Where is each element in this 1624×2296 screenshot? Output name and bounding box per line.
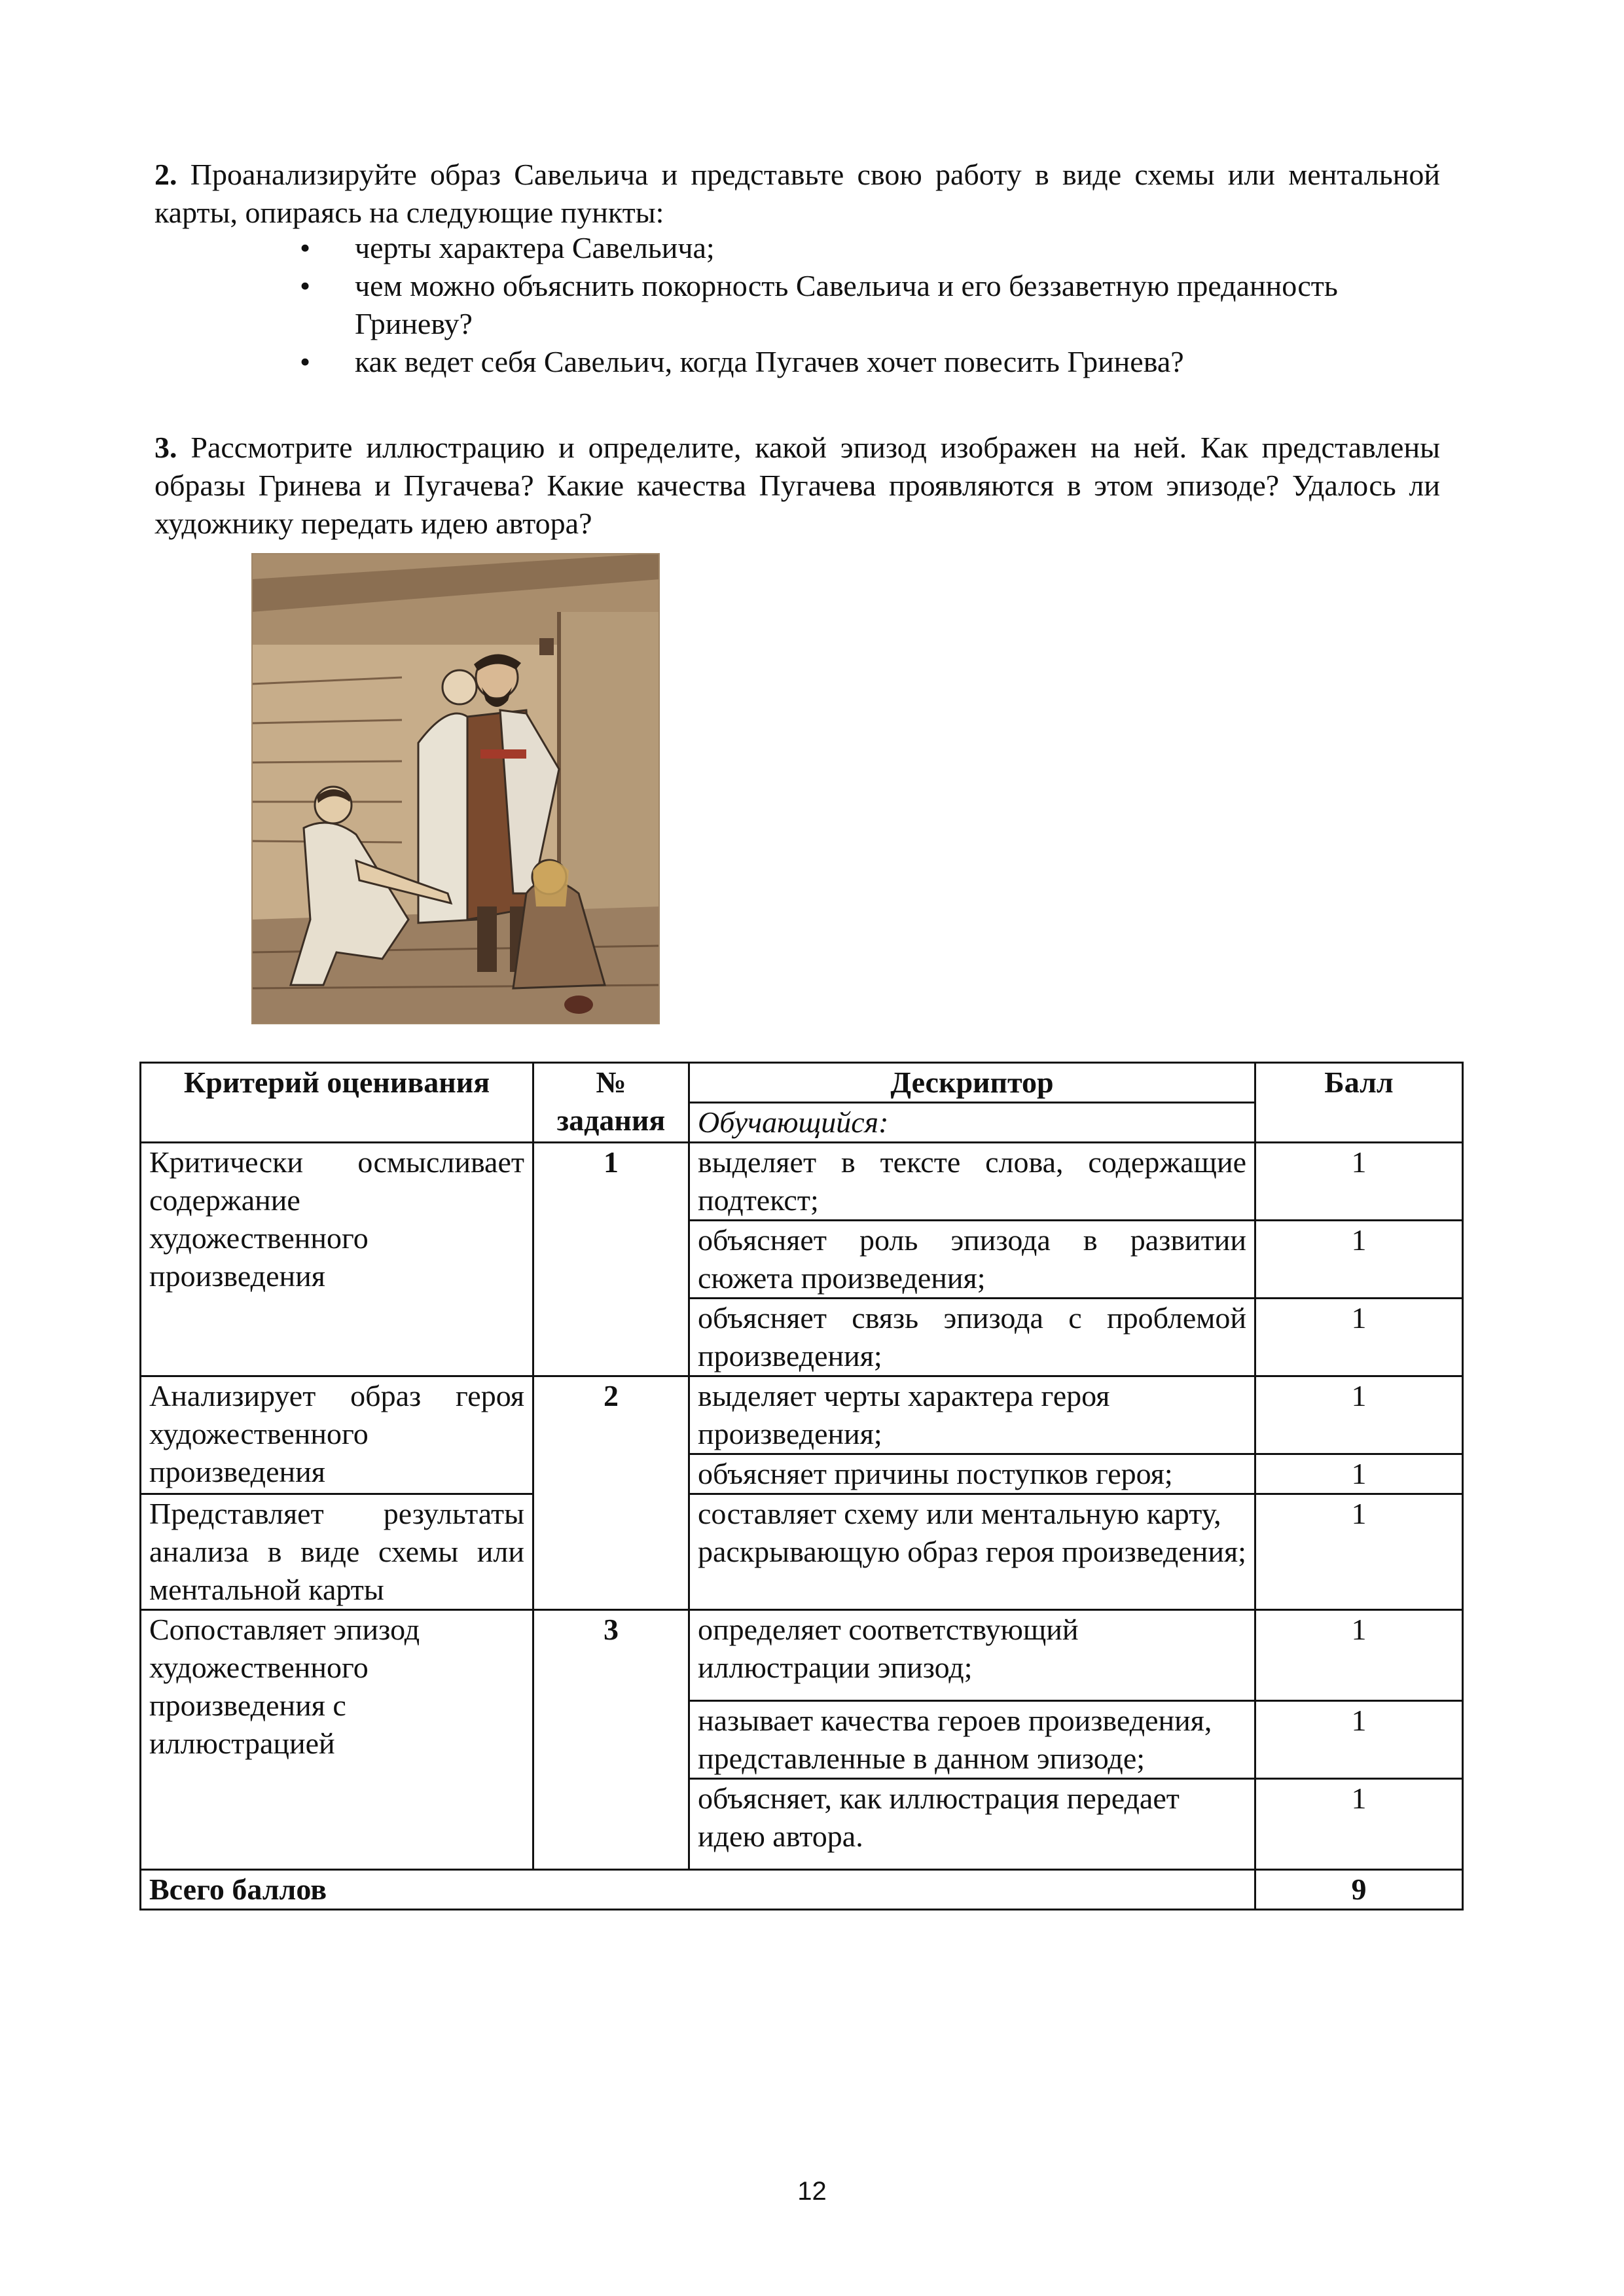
task-number-cell: 3 [533, 1610, 689, 1870]
score-cell: 1 [1255, 1701, 1463, 1779]
header-descriptor: Дескриптор [689, 1063, 1255, 1103]
descriptor-cell: объясняет роль эпизода в развитии сюжета произведения; [689, 1221, 1255, 1299]
descriptor-cell: объясняет, как иллюстрация передает идею автора. [689, 1779, 1255, 1870]
table-header-row [141, 1063, 1463, 1103]
total-label: Всего баллов [141, 1870, 1255, 1910]
score-cell: 1 [1255, 1779, 1463, 1870]
criterion-cell: Анализирует образ героя художественного произведения [141, 1376, 533, 1494]
total-value: 9 [1255, 1870, 1463, 1910]
task-number-cell: 1 [533, 1143, 689, 1376]
table-row [141, 1610, 1463, 1701]
total-row [141, 1870, 1463, 1910]
episode-illustration [251, 553, 660, 1024]
score-cell: 1 [1255, 1610, 1463, 1701]
descriptor-cell: называет качества героев произведения, представленные в данном эпизоде; [689, 1701, 1255, 1779]
descriptor-cell: составляет схему или ментальную карту, раскрывающую образ героя произведения; [689, 1494, 1255, 1610]
task3-text: Рассмотрите иллюстрацию и определите, какой эпизод изображен на ней. Как представлены образы Гринева и Пугачева? Какие качества Пугачева проявляются в этом эпизоде? Удалось ли художнику передать идею автора? [154, 431, 1440, 540]
assessment-criteria-table [139, 1062, 1464, 1910]
task2-bullet-2: • чем можно объяснить покорность Савельича и его беззаветную преданность Гриневу? [300, 267, 1440, 343]
score-cell: 1 [1255, 1221, 1463, 1299]
table-row [141, 1376, 1463, 1454]
task2-number: 2. [154, 158, 177, 191]
descriptor-cell: объясняет причины поступков героя; [689, 1454, 1255, 1494]
task2-paragraph [154, 156, 1440, 232]
task3-number: 3. [154, 431, 177, 464]
score-cell: 1 [1255, 1143, 1463, 1221]
task2-bullet-1: • черты характера Савельича; [300, 229, 1440, 267]
criterion-cell: Критически осмысливает содержание художественного произведения [141, 1143, 533, 1376]
table-row [141, 1494, 1463, 1610]
score-cell: 1 [1255, 1299, 1463, 1376]
task-number-cell: 2 [533, 1376, 689, 1610]
task2-bullet-3: • как ведет себя Савельич, когда Пугачев хочет повесить Гринева? [300, 343, 1440, 381]
header-criterion: Критерий оценивания [141, 1063, 533, 1143]
header-score: Балл [1255, 1063, 1463, 1143]
score-cell: 1 [1255, 1454, 1463, 1494]
task3-paragraph [154, 429, 1440, 543]
task2-text: Проанализируйте образ Савельича и представьте свою работу в виде схемы или ментальной карты, опираясь на следующие пункты: [154, 158, 1440, 229]
task2-bullet-list [300, 229, 1440, 381]
header-task-number: № задания [533, 1063, 689, 1143]
descriptor-cell: выделяет в тексте слова, содержащие подтекст; [689, 1143, 1255, 1221]
descriptor-cell: объясняет связь эпизода с проблемой произведения; [689, 1299, 1255, 1376]
score-cell: 1 [1255, 1494, 1463, 1610]
criterion-cell: Сопоставляет эпизод художественного произведения с иллюстрацией [141, 1610, 533, 1870]
descriptor-cell: выделяет черты характера героя произведения; [689, 1376, 1255, 1454]
table-row [141, 1143, 1463, 1221]
criterion-cell: Представляет результаты анализа в виде схемы или ментальной карты [141, 1494, 533, 1610]
descriptor-cell: определяет соответствующий иллюстрации эпизод; [689, 1610, 1255, 1701]
score-cell: 1 [1255, 1376, 1463, 1454]
page-number: 12 [797, 2177, 827, 2206]
header-learner: Обучающийся: [689, 1103, 1255, 1143]
